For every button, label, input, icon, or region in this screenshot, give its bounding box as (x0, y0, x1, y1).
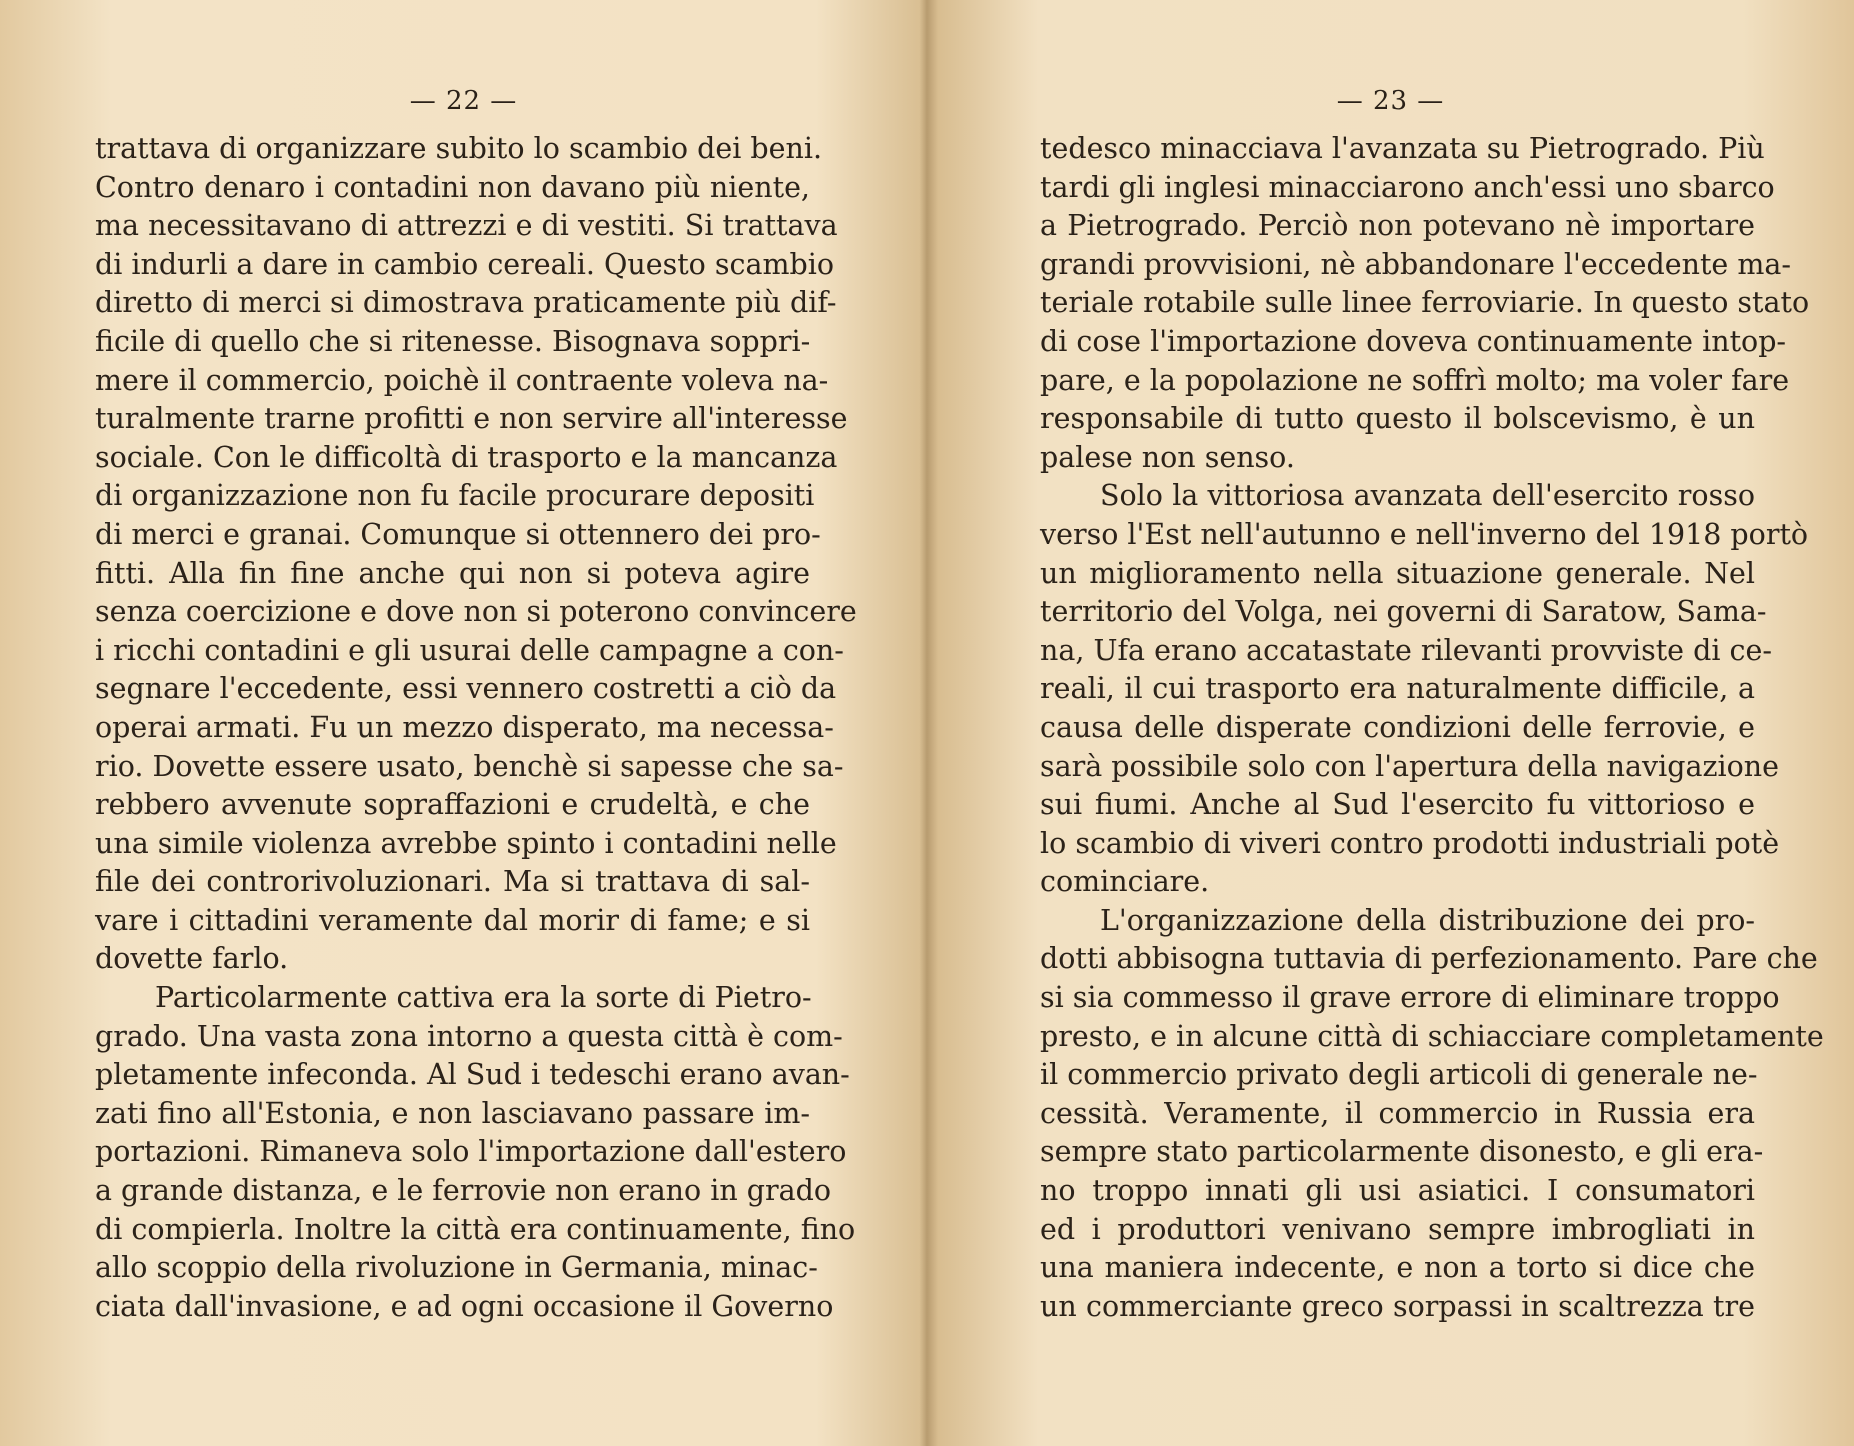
text-line: ciata dall'invasione, e ad ogni occasione il Governo (95, 1289, 834, 1323)
text-line: dovette farlo. (95, 942, 289, 976)
text-line: portazioni. Rimaneva solo l'importazione dall'estero (95, 1135, 847, 1169)
text-line: cominciare. (1040, 865, 1210, 899)
page-number: — 22 — (409, 86, 518, 116)
text-line: sempre stato particolarmente disonesto, e gli era- (1040, 1135, 1764, 1169)
text-line: di indurli a dare in cambio cereali. Questo scambio (95, 247, 834, 281)
text-line: rio. Dovette essere usato, benchè si sapesse che sa- (95, 749, 844, 783)
text-line: una simile violenza avrebbe spinto i contadini nelle (95, 826, 837, 860)
text-line: vare i cittadini veramente dal morir di fame; e si (95, 903, 810, 937)
right-page (927, 0, 1854, 1446)
text-line: sociale. Con le difficoltà di trasporto e la mancanza (95, 440, 838, 474)
text-line: lo scambio di viveri contro prodotti industriali potè (1040, 826, 1780, 860)
text-line: Solo la vittoriosa avanzata dell'esercito rosso (1100, 479, 1755, 513)
text-line: zati fino all'Estonia, e non lasciavano passare im- (95, 1096, 810, 1130)
text-line: rebbero avvenute sopraffazioni e crudeltà, e che (95, 788, 810, 822)
text-line: di merci e granai. Comunque si ottennero dei pro- (95, 517, 821, 551)
text-line: diretto di merci si dimostrava praticamente più dif- (95, 286, 837, 320)
text-line: ed i produttori venivano sempre imbrogliati in (1040, 1212, 1755, 1246)
text-line: mere il commercio, poichè il contraente voleva na- (95, 363, 829, 397)
text-line: a grande distanza, e le ferrovie non erano in grado (95, 1174, 832, 1208)
text-line: i ricchi contadini e gli usurai delle campagne a con- (95, 633, 844, 667)
text-line: L'organizzazione della distribuzione dei pro- (1100, 903, 1755, 937)
text-line: tedesco minacciava l'avanzata su Pietrogrado. Più (1040, 132, 1765, 165)
text-line: grandi provvisioni, nè abbandonare l'eccedente ma- (1040, 247, 1791, 281)
text-line: tardi gli inglesi minacciarono anch'essi uno sbarco (1040, 170, 1775, 204)
text-line: fitti. Alla fin fine anche qui non si poteva agire (95, 556, 810, 590)
page-body-text (95, 130, 857, 1326)
text-line: un commerciante greco sorpassi in scaltrezza tre (1040, 1289, 1755, 1323)
text-line: palese non senso. (1040, 440, 1295, 474)
text-line: presto, e in alcune città di schiacciare completamente (1040, 1019, 1824, 1053)
page-body-text (1040, 130, 1824, 1326)
text-line: sui fiumi. Anche al Sud l'esercito fu vittorioso e (1040, 788, 1755, 822)
text-line: una maniera indecente, e non a torto si dice che (1040, 1251, 1755, 1285)
text-line: Particolarmente cattiva era la sorte di Pietro- (155, 981, 812, 1015)
page-number: — 23 — (1336, 86, 1445, 116)
text-line: file dei controrivoluzionari. Ma si trattava di sal- (95, 865, 810, 899)
text-line: ma necessitavano di attrezzi e di vestiti. Si trattava (95, 209, 838, 243)
text-line: di cose l'importazione doveva continuamente intop- (1040, 324, 1787, 358)
text-line: senza coercizione e dove non si poterono convincere (95, 595, 857, 629)
text-line: a Pietrogrado. Perciò non potevano nè importare (1040, 209, 1755, 243)
text-line: operai armati. Fu un mezzo disperato, ma necessa- (95, 710, 834, 744)
text-line: na, Ufa erano accatastate rilevanti provviste di ce- (1040, 633, 1772, 667)
text-line: si sia commesso il grave errore di eliminare troppo (1040, 981, 1780, 1015)
text-line: di organizzazione non fu facile procurare depositi (95, 479, 815, 513)
text-line: dotti abbisogna tuttavia di perfezionamento. Pare che (1040, 942, 1818, 976)
text-line: Contro denaro i contadini non davano più niente, (95, 170, 810, 204)
text-line: territorio del Volga, nei governi di Saratow, Sama- (1040, 595, 1767, 629)
text-line: responsabile di tutto questo il bolscevismo, è un (1040, 402, 1755, 436)
text-line: grado. Una vasta zona intorno a questa città è com- (95, 1019, 843, 1053)
text-line: pletamente infeconda. Al Sud i tedeschi erano avan- (95, 1058, 850, 1092)
text-line: il commercio privato degli articoli di generale ne- (1040, 1058, 1758, 1092)
text-line: turalmente trarne profitti e non servire all'interesse (95, 402, 848, 436)
text-line: verso l'Est nell'autunno e nell'inverno del 1918 portò (1040, 517, 1809, 551)
text-line: segnare l'eccedente, essi vennero costretti a ciò da (95, 672, 837, 706)
text-line: reali, il cui trasporto era naturalmente difficile, a (1040, 672, 1755, 706)
text-line: no troppo innati gli usi asiatici. I consumatori (1040, 1174, 1755, 1208)
text-line: ficile di quello che si ritenesse. Bisognava soppri- (95, 324, 811, 358)
text-line: pare, e la popolazione ne soffrì molto; ma voler fare (1040, 363, 1790, 397)
text-line: causa delle disperate condizioni delle ferrovie, e (1040, 710, 1755, 744)
text-line: allo scoppio della rivoluzione in Germania, minac- (95, 1251, 818, 1285)
text-line: cessità. Veramente, il commercio in Russia era (1040, 1096, 1755, 1130)
text-line: teriale rotabile sulle linee ferroviarie. In questo stato (1040, 286, 1810, 320)
text-line: di compierla. Inoltre la città era continuamente, fino (95, 1212, 856, 1246)
text-line: un miglioramento nella situazione generale. Nel (1040, 556, 1755, 590)
text-line: trattava di organizzare subito lo scambio dei beni. (95, 132, 823, 165)
text-line: sarà possibile solo con l'apertura della navigazione (1040, 749, 1779, 783)
